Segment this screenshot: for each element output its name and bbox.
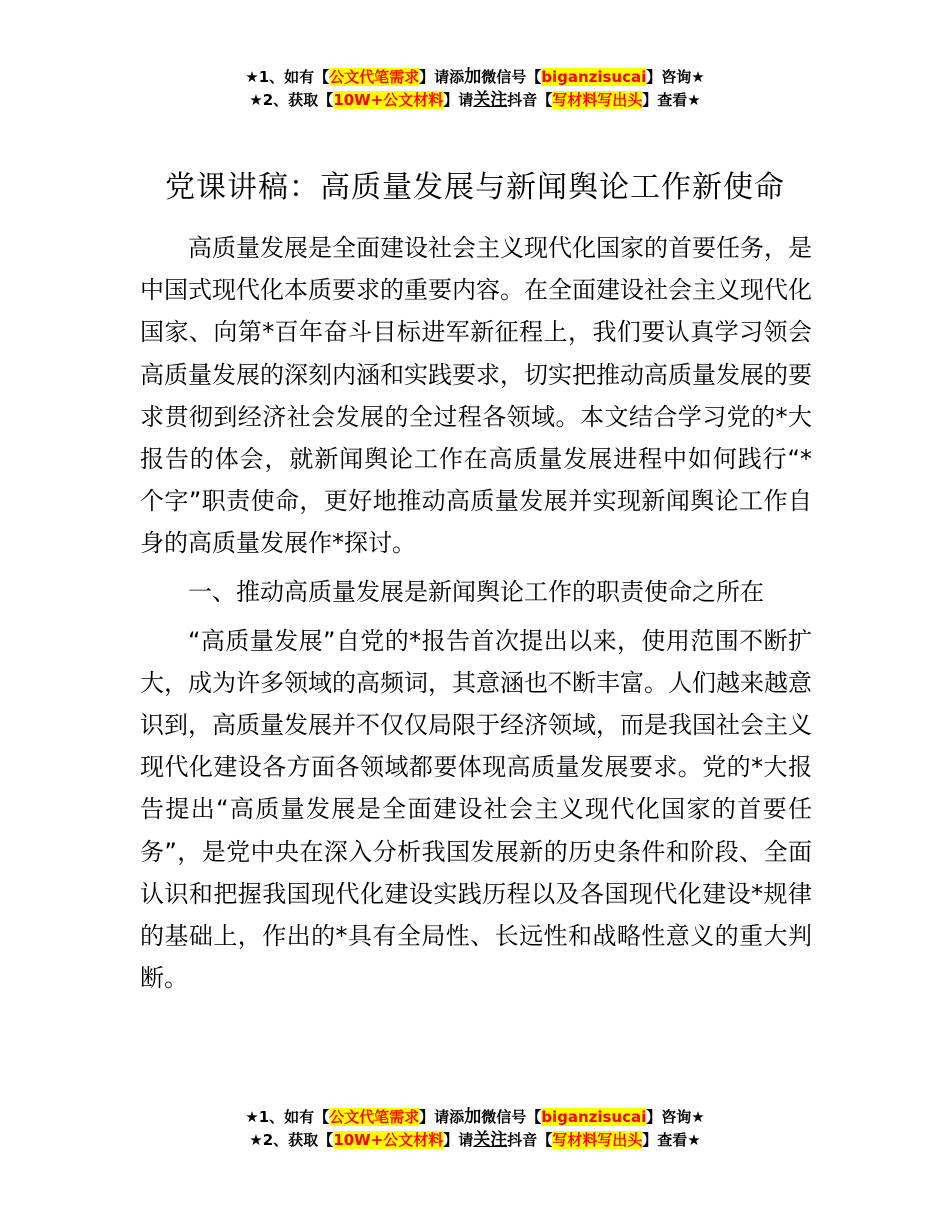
promo-text: 】查看★ xyxy=(642,91,701,109)
promo-text: ★1、如有【 xyxy=(245,1108,330,1126)
promo-highlight: 公文代笔需求 xyxy=(329,1108,420,1126)
promo-highlight: 写材料写出头 xyxy=(552,1131,643,1149)
promo-text: 】查看★ xyxy=(642,1131,701,1149)
promo-text: 抖音【 xyxy=(507,91,553,109)
promo-text: 】请添 xyxy=(419,1108,465,1126)
promo-text: ★1、如有【 xyxy=(245,68,330,86)
promo-text: ★2、获取【 xyxy=(249,91,334,109)
promo-wechat-id: biganzisucai xyxy=(541,68,647,86)
promo-footer xyxy=(0,1106,950,1152)
promo-highlight: 10W+公文材料 xyxy=(333,1131,444,1149)
promo-text: 】请 xyxy=(443,1131,474,1149)
promo-line-2 xyxy=(0,89,950,112)
promo-text: 微信号【 xyxy=(481,1108,542,1126)
promo-text: 】请 xyxy=(443,91,474,109)
promo-highlight: 公文代笔需求 xyxy=(329,68,420,86)
promo-text: 关注 xyxy=(473,90,508,110)
promo-wechat-id: biganzisucai xyxy=(541,1108,647,1126)
promo-highlight: 写材料写出头 xyxy=(552,91,643,109)
promo-highlight: 10W+公文材料 xyxy=(333,91,444,109)
promo-text: 加 xyxy=(464,1107,482,1127)
promo-text: ★2、获取【 xyxy=(249,1131,334,1149)
promo-text: 微信号【 xyxy=(481,68,542,86)
document-title: 党课讲稿：高质量发展与新闻舆论工作新使命 xyxy=(165,170,785,205)
promo-text: 】咨询★ xyxy=(646,68,705,86)
promo-line-1 xyxy=(0,66,950,89)
promo-text: 】请添 xyxy=(419,68,465,86)
section-heading: 一、推动高质量发展是新闻舆论工作的职责使命之所在 xyxy=(188,578,764,607)
promo-text: 加 xyxy=(464,67,482,87)
paragraph-body: “高质量发展”自党的*报告首次提出以来，使用范围不断扩大，成为许多领域的高频词，其意涵也不断丰富。人们越来越意识到，高质量发展并不仅仅局限于经济领域，而是我国社会主义现代化建设各方面各领域都要体现高质量发展要求。党的*大报告提出“高质量发展是全面建设社会主义现代化国家的首要任务”，是党中央在深入分析我国发展新的历史条件和阶段、全面认识和把握我国现代化建设实践历程以及各国现代化建设*规律的基础上，作出的*具有全局性、长远性和战略性意义的重大判断。 xyxy=(140,626,812,993)
promo-line-1 xyxy=(0,1106,950,1129)
promo-text: 关注 xyxy=(473,1130,508,1150)
promo-text: 】咨询★ xyxy=(646,1108,705,1126)
document-body xyxy=(140,227,812,999)
paragraph-intro: 高质量发展是全面建设社会主义现代化国家的首要任务，是中国式现代化本质要求的重要内容。在全面建设社会主义现代化国家、向第*百年奋斗目标进军新征程上，我们要认真学习领会高质量发展的深刻内涵和实践要求，切实把推动高质量发展的要求贯彻到经济社会发展的全过程各领域。本文结合学习党的*大报告的体会，就新闻舆论工作在高质量发展进程中如何践行“*个字”职责使命，更好地推动高质量发展并实现新闻舆论工作自身的高质量发展作*探讨。 xyxy=(140,234,812,558)
promo-line-2 xyxy=(0,1129,950,1152)
promo-text: 抖音【 xyxy=(507,1131,553,1149)
promo-header xyxy=(0,66,950,112)
